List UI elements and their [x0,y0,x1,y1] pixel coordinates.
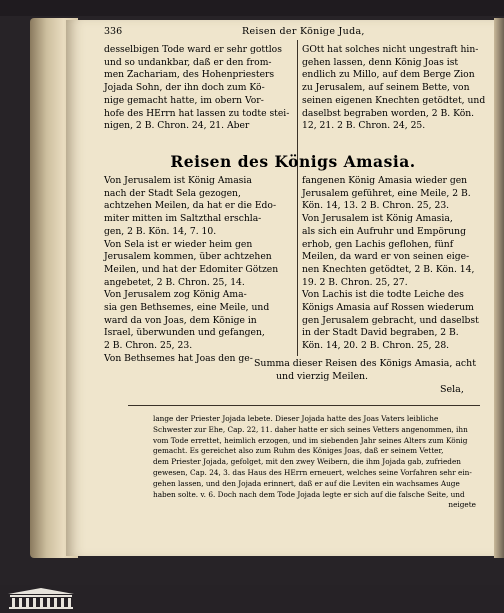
text-line: angebetet, 2 B. Chron. 25, 14. [104,276,245,288]
page-number: 336 [104,26,123,37]
left-column-top [104,44,294,133]
text-line: Kön. 14, 13. 2 B. Chron. 25, 23. [302,200,450,212]
footnote-line: lange der Priester Jojada lebete. Dieser Jojada hatte des Joas Vaters leibliche [153,414,439,423]
text-line: gehen lassen, denn König Joas ist [302,56,459,68]
page-header [104,24,484,42]
text-line: daselbst begraben worden, 2 B. Kön. [302,107,475,119]
footnote-line: gehen lassen, und den Jojada erinnert, daß er auf die Leviten ein wachsames Auge [153,478,460,488]
column-divider [297,40,298,356]
text-line: 12, 21. 2 B. Chron. 24, 25. [302,120,426,132]
text-line: ward da von Joas, dem Könige in [104,314,257,326]
text-line: Jerusalem geführet, eine Meile, 2 B. [302,187,471,199]
text-line: nigen, 2 B. Chron. 24, 21. Aber [104,120,250,132]
text-line: Von Jerusalem zog König Ama- [104,289,247,301]
text-line: Israel, überwunden und gefangen, [104,327,265,339]
text-line: gen, 2 B. Kön. 14, 7. 10. [104,225,217,237]
text-line: Von Bethsemes hat Joas den ge- [104,352,253,364]
catchword: Sela, [440,384,464,395]
text-line: endlich zu Millo, auf dem Berge Zion [302,69,475,81]
text-line: 2 B. Chron. 25, 23. [104,340,193,352]
text-line: hofe des HErrn hat lassen zu todte stei- [104,107,290,119]
scan-top-edge [0,0,504,16]
summary-line: Summa dieser Reisen des Königs Amasia, acht [254,358,476,369]
text-line: GOtt hat solches nicht ungestraft hin- [302,44,479,55]
footnote-line: Schwester zur Ehe, Cap. 22, 11. daher hatte er sich seines Vetters angenommen, ihn [153,424,468,434]
text-line: Von Jerusalem ist König Amasia, [302,213,453,225]
footnote-line: vom Tode errettet, heimlich erzogen, und im siebenden Jahr seines Alters zum König [153,435,468,445]
text-line: Königs Amasia auf Rossen wiederum [302,302,474,314]
right-column-top [302,44,486,133]
text-line: seinen eigenen Knechten getödtet, und [302,94,486,106]
text-line: gen Jerusalem gebracht, und daselbst [302,314,479,326]
text-line: Von Jerusalem ist König Amasia [104,175,252,186]
footnote-line: gemacht. Es gereichet also zum Ruhm des Königes Joas, daß er seinem Vetter, [153,446,444,456]
footnote-line: gewesen, Cap. 24, 3. das Haus des HErrn erneuert, welches seine Vorfahren sehr ein- [153,467,472,477]
text-line: erhob, gen Lachis geflohen, fünf [302,238,454,250]
text-line: miter mitten im Saltzthal erschla- [104,213,262,225]
footnote-line: haben solte. v. 6. Doch nach dem Tode Jojada legte er sich auf die falsche Seite, und [153,489,465,499]
text-line: Jojada Sohn, der ihn doch zum Kö- [104,82,265,94]
text-line: nige gemacht hatte, im obern Vor- [104,94,264,106]
text-line: Jerusalem kommen, über achtzehen [104,251,272,263]
text-line: Von Lachis ist die todte Leiche des [302,289,464,301]
footnote [153,414,476,511]
text-line: desselbigen Tode ward er sehr gottlos [104,44,282,55]
text-line: sia gen Bethsemes, eine Meile, und [104,302,270,314]
text-line: achtzehen Meilen, da hat er die Edo- [104,200,277,212]
footnote-rule [128,405,480,406]
next-page-edge [494,18,504,558]
running-title: Reisen der Könige Juda, [242,26,365,37]
text-line: Kön. 14, 20. 2 B. Chron. 25, 28. [302,340,450,352]
text-line: Meilen, da ward er von seinen eige- [302,251,470,263]
text-line: Von Sela ist er wieder heim gen [104,238,253,250]
text-line: 19. 2 B. Chron. 25, 27. [302,276,408,288]
summary-line: und vierzig Meilen. [276,370,369,382]
text-line: und so undankbar, daß er den from- [104,56,272,68]
text-line: Meilen, und hat der Edomiter Götzen [104,263,279,275]
section-title: Reisen des Königs Amasia. [170,152,416,171]
text-line: nen Knechten getödtet, 2 B. Kön. 14, [302,263,475,275]
footnote-catchword: neigete [448,500,476,510]
footnote-line: dem Priester Jojada, gefolget, mit den zwey Weibern, die ihm Jojada gab, zufrieden [153,457,461,467]
text-line: in der Stadt David begraben, 2 B. [302,327,459,339]
left-column-main [104,175,294,366]
text-line: als sich ein Aufruhr und Empörung [302,225,466,237]
text-line: nach der Stadt Sela gezogen, [104,187,241,199]
text-line: zu Jerusalem, auf seinem Bette, von [302,82,470,94]
text-line: fangenen König Amasia wieder gen [302,175,468,186]
right-column-main [302,175,486,353]
library-building-logo [6,586,76,610]
text-line: men Zachariam, des Hohenpriesters [104,69,275,81]
journey-summary [254,358,484,383]
